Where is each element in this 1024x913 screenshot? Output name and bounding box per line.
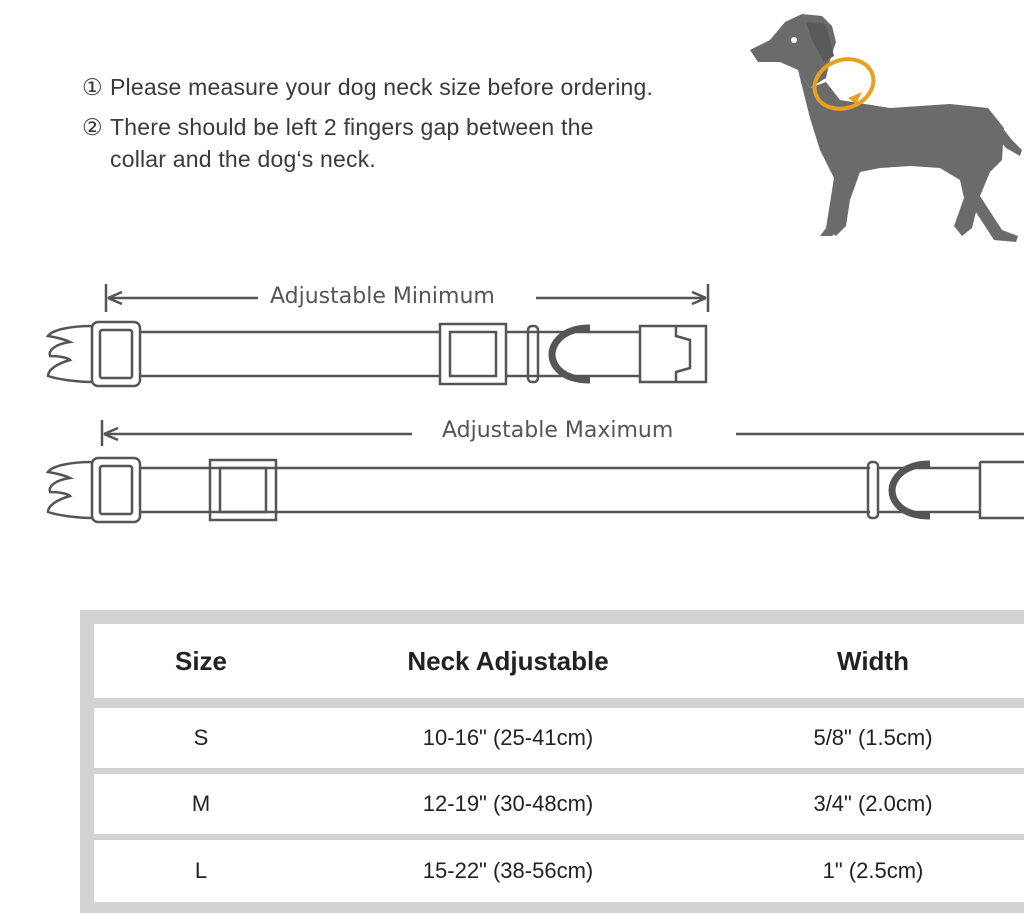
instruction-2 — [82, 114, 594, 141]
size-cell: M — [191, 791, 211, 816]
collar-minimum — [48, 322, 706, 386]
width-cell: 3/4" (2.0cm) — [813, 791, 933, 816]
header-neck-adjustable: Neck Adjustable — [407, 645, 609, 676]
d-ring-icon — [892, 464, 930, 516]
collar-maximum — [48, 458, 1024, 522]
width-cell: 5/8" (1.5cm) — [813, 725, 933, 750]
instruction-text: collar and the dog‘s neck. — [110, 146, 377, 172]
dog-eye — [791, 37, 797, 43]
instruction-2-continued — [82, 146, 376, 173]
buckle-icon — [48, 322, 140, 386]
width-cell: 1" (2.5cm) — [822, 858, 924, 883]
header-width: Width — [837, 645, 909, 676]
slider-icon — [440, 324, 506, 384]
step-number: ① — [82, 74, 103, 100]
neck-cell: 12-19" (30-48cm) — [422, 791, 594, 816]
dog-silhouette-icon — [740, 0, 1024, 250]
buckle-icon — [48, 458, 140, 522]
neck-cell: 15-22" (38-56cm) — [422, 858, 594, 883]
instruction-text: There should be left 2 fingers gap between the — [110, 114, 594, 140]
size-cell: L — [194, 858, 208, 883]
instruction-text: Please measure your dog neck size before ordering. — [110, 74, 654, 100]
d-ring-icon — [552, 328, 590, 380]
adjustable-maximum-label: Adjustable Maximum — [434, 418, 681, 443]
header-size: Size — [174, 645, 228, 676]
table-header-row — [94, 624, 1024, 698]
size-cell: S — [193, 725, 209, 750]
adjustable-minimum-label: Adjustable Minimum — [262, 284, 503, 309]
step-number: ② — [82, 114, 103, 140]
collar-diagram — [0, 270, 1024, 540]
table-row — [94, 774, 1024, 834]
instruction-1 — [82, 74, 653, 101]
table-row — [94, 708, 1024, 768]
table-row — [94, 840, 1024, 902]
slider-icon — [210, 460, 276, 520]
neck-cell: 10-16" (25-41cm) — [422, 725, 594, 750]
size-table — [80, 610, 1024, 913]
